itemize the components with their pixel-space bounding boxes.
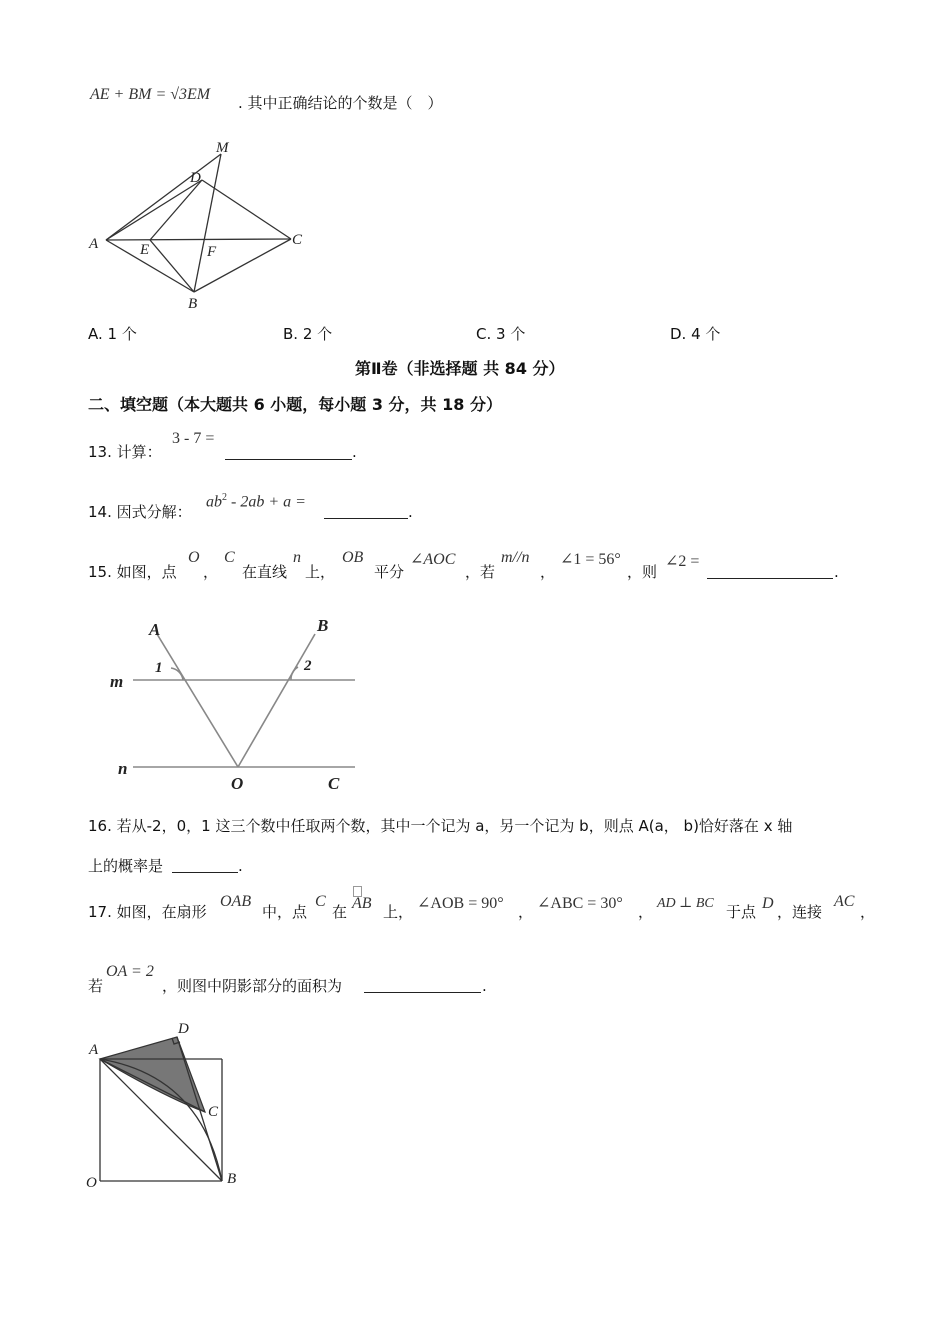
q17-angle-abc: ∠ABC = 30° — [537, 895, 623, 912]
q15-point-o: O — [188, 549, 200, 566]
q12-formula: AE + BM = √3EM — [90, 86, 211, 103]
q16-answer-blank[interactable] — [172, 858, 238, 873]
q17-point-c: C — [315, 893, 326, 910]
q15-text2: 在直线 — [242, 563, 288, 581]
q17-text5: 于点 — [726, 903, 757, 921]
q15-text5: ，若 — [465, 563, 496, 581]
q17-label-o: O — [86, 1175, 97, 1191]
q17-line2-pre: 若 — [88, 977, 104, 995]
q12-label-c: C — [292, 232, 303, 248]
q17-text6: ，连接 — [777, 903, 823, 921]
q15-angle-aoc: ∠AOC — [410, 551, 456, 568]
q13-end: . — [352, 443, 357, 461]
q15-label-b: B — [317, 616, 329, 635]
q17-text4: 上， — [383, 903, 414, 921]
q17-oa: OA = 2 — [106, 963, 154, 980]
q14-end: . — [408, 503, 413, 521]
q15-text4: 平分 — [374, 563, 405, 581]
q17-comma3: ， — [860, 903, 876, 921]
q16-line1: 16. 若从-2，0，1 这三个数中任取两个数，其中一个记为 a，另一个记为 b，则点 A(a， b)恰好落在 x 轴 — [88, 817, 793, 835]
q12-label-b: B — [188, 296, 198, 312]
q15-label-a: A — [149, 620, 161, 639]
q12-label-m: M — [216, 140, 229, 156]
q12-figure — [86, 132, 316, 317]
q17-num: 17. 如图，在扇形 — [88, 903, 207, 921]
q15-label-n: n — [118, 759, 128, 778]
q17-figure — [84, 1014, 249, 1194]
q17-label-c: C — [208, 1104, 219, 1120]
q12-option-d: D. 4 个 — [670, 325, 721, 343]
q17-end: . — [482, 977, 487, 995]
q17-label-d: D — [178, 1021, 189, 1037]
q17-comma1: ， — [518, 903, 534, 921]
q14-answer-blank[interactable] — [324, 504, 408, 519]
q15-text6: ，则 — [627, 563, 658, 581]
q15-point-c: C — [224, 549, 235, 566]
q17-sector: OAB — [220, 893, 252, 910]
part2-title: 第Ⅱ卷（非选择题 共 84 分） — [355, 359, 565, 378]
q15-ob: OB — [342, 549, 364, 566]
q14-prefix: 14. 因式分解： — [88, 503, 192, 521]
q15-angle2: ∠2 = — [665, 553, 700, 570]
q16-line2: 上的概率是 — [88, 857, 164, 875]
q15-angle1: ∠1 = 56° — [560, 551, 621, 568]
q12-option-c: C. 3 个 — [476, 325, 526, 343]
q12-option-b: B. 2 个 — [283, 325, 333, 343]
q17-label-a: A — [89, 1042, 99, 1058]
section2-title: 二、填空题（本大题共 6 小题，每小题 3 分，共 18 分） — [88, 395, 502, 414]
q15-parallel: m//n — [501, 549, 530, 566]
q17-text2: 中，点 — [262, 903, 308, 921]
q17-arc-ab: AB — [352, 895, 372, 913]
q17-label-b: B — [227, 1171, 237, 1187]
q15-end: . — [834, 563, 839, 581]
q15-label-o: O — [231, 774, 244, 793]
q17-perp: AD ⊥ BC — [657, 896, 714, 911]
q15-figure — [105, 612, 360, 794]
q12-label-d: D — [190, 170, 201, 186]
q17-segment-ac: AC — [834, 893, 855, 910]
q16-end: . — [238, 857, 243, 875]
q15-label-1: 1 — [155, 660, 163, 676]
q15-label-c: C — [328, 774, 340, 793]
q12-question-text: . 其中正确结论的个数是（ ） — [238, 94, 443, 112]
q12-label-a: A — [89, 236, 99, 252]
q17-answer-blank[interactable] — [364, 978, 481, 993]
q12-option-a: A. 1 个 — [88, 325, 137, 343]
q15-num: 15. 如图，点 — [88, 563, 177, 581]
q17-text3: 在 — [332, 903, 348, 921]
q12-label-e: E — [140, 242, 150, 258]
q15-line-n: n — [293, 549, 301, 566]
q12-label-f: F — [207, 244, 217, 260]
q15-comma2: ， — [540, 563, 556, 581]
q13-expression: 3 - 7 = — [172, 430, 215, 447]
q15-comma1: ， — [203, 563, 219, 581]
q15-label-m: m — [110, 672, 124, 691]
q17-point-d: D — [762, 895, 774, 912]
q15-label-2: 2 — [304, 658, 312, 674]
q17-angle-aob: ∠AOB = 90° — [417, 895, 504, 912]
q15-answer-blank[interactable] — [707, 564, 833, 579]
q17-line2-text: ，则图中阴影部分的面积为 — [162, 977, 343, 995]
q13-prefix: 13. 计算： — [88, 443, 162, 461]
q17-comma2: ， — [638, 903, 654, 921]
q14-expression: $ab^2 - 2ab + a$ = — [206, 492, 306, 511]
q15-text3: 上， — [305, 563, 336, 581]
q13-answer-blank[interactable] — [225, 445, 352, 460]
